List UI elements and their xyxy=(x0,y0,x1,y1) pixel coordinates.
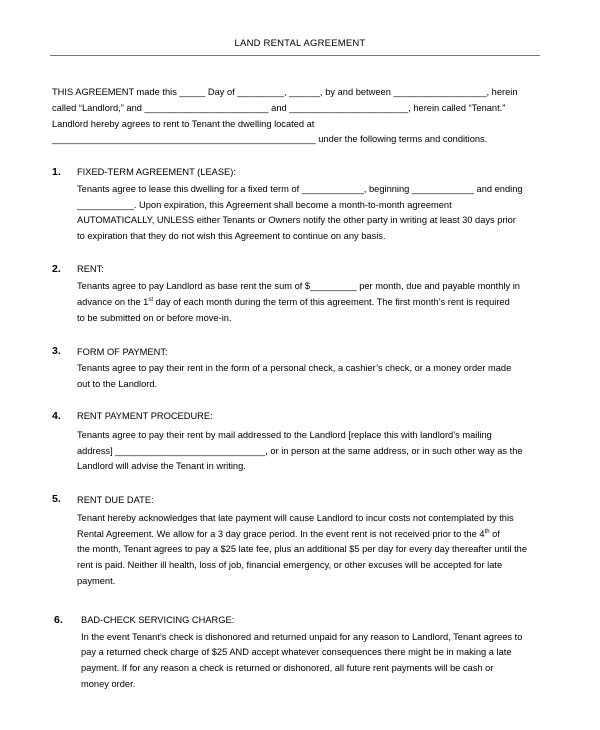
section-line: Landlord will advise the Tenant in writing. xyxy=(77,461,246,471)
section-line: address] _____________________________, or in person at the same address, or in such other way as the xyxy=(77,446,523,456)
section-line: payment. xyxy=(77,576,116,586)
section-line: Tenant hereby acknowledges that late payment will cause Landlord to incur costs not contemplated by this xyxy=(77,513,514,523)
section-heading: RENT DUE DATE: xyxy=(77,495,154,505)
superscript: th xyxy=(484,528,490,535)
section-number: 3. xyxy=(52,345,61,357)
section-line: the month, Tenant agrees to pay a $25 late fee, plus an additional $5 per day for every day thereafter until the xyxy=(77,544,527,554)
section-line: Rental Agreement. We allow for a 3 day grace period. In the event rent is not received prior to the 4th of xyxy=(77,528,500,539)
section-line: rent is paid. Neither ill health, loss of job, financial emergency, or other excuses will be accepted for late xyxy=(77,560,503,570)
section-line: Tenants agree to pay their rent in the form of a personal check, a cashier’s check, or a money order made xyxy=(77,363,512,373)
section-line: to be submitted on or before move-in. xyxy=(77,313,232,323)
section-heading: RENT PAYMENT PROCEDURE: xyxy=(77,411,213,421)
section-number: 4. xyxy=(52,410,61,422)
intro-line: called “Landlord,” and ________________________ and _______________________, herein called “Tenant.” xyxy=(52,103,506,113)
section-heading: RENT: xyxy=(77,264,104,274)
section-heading: FORM OF PAYMENT: xyxy=(77,347,168,357)
section-line: out to the Landlord. xyxy=(77,379,158,389)
section-line: to expiration that they do not wish this Agreement to continue on any basis. xyxy=(77,231,386,241)
section-line: advance on the 1st day of each month during the term of this agreement. The first month’s rent is required xyxy=(77,296,510,307)
intro-line: ___________________________________________________ under the following terms and conditions. xyxy=(52,134,488,144)
section-line: Tenants agree to pay their rent by mail addressed to the Landlord [replace this with landlord’s mailing xyxy=(77,430,492,440)
section-heading: FIXED-TERM AGREEMENT (LEASE): xyxy=(77,167,236,177)
intro-line: Landlord hereby agrees to rent to Tenant the dwelling located at xyxy=(52,119,315,129)
intro-line: THIS AGREEMENT made this _____ Day of _________, ______, by and between __________________, herein xyxy=(52,87,518,97)
section-line: payment. If for any reason a check is returned or dishonored, all future rent payments will be cash or xyxy=(81,663,494,673)
section-line: AUTOMATICALLY, UNLESS either Tenants or Owners notify the other party in writing at least 30 days prior xyxy=(77,215,516,225)
section-line: pay a returned check charge of $25 AND accept whatever consequences there might be in making a late xyxy=(81,647,512,657)
section-line: In the event Tenant’s check is dishonored and returned unpaid for any reason to Landlord, Tenant agrees to xyxy=(81,632,523,642)
superscript: st xyxy=(148,296,154,303)
section-number: 2. xyxy=(52,263,61,275)
section-number: 1. xyxy=(52,166,61,178)
section-heading: BAD-CHECK SERVICING CHARGE: xyxy=(81,615,235,625)
section-line: money order. xyxy=(81,679,136,689)
section-number: 6. xyxy=(54,614,63,626)
title-divider xyxy=(50,55,540,56)
section-line: ___________. Upon expiration, this Agreement shall become a month-to-month agreement xyxy=(77,200,452,210)
section-line: Tenants agree to lease this dwelling for a fixed term of ____________, beginning ____________ and ending xyxy=(77,184,523,194)
section-number: 5. xyxy=(52,493,61,505)
document-title: LAND RENTAL AGREEMENT xyxy=(234,38,366,49)
section-line: Tenants agree to pay Landlord as base rent the sum of $_________ per month, due and payable monthly in xyxy=(77,281,520,291)
